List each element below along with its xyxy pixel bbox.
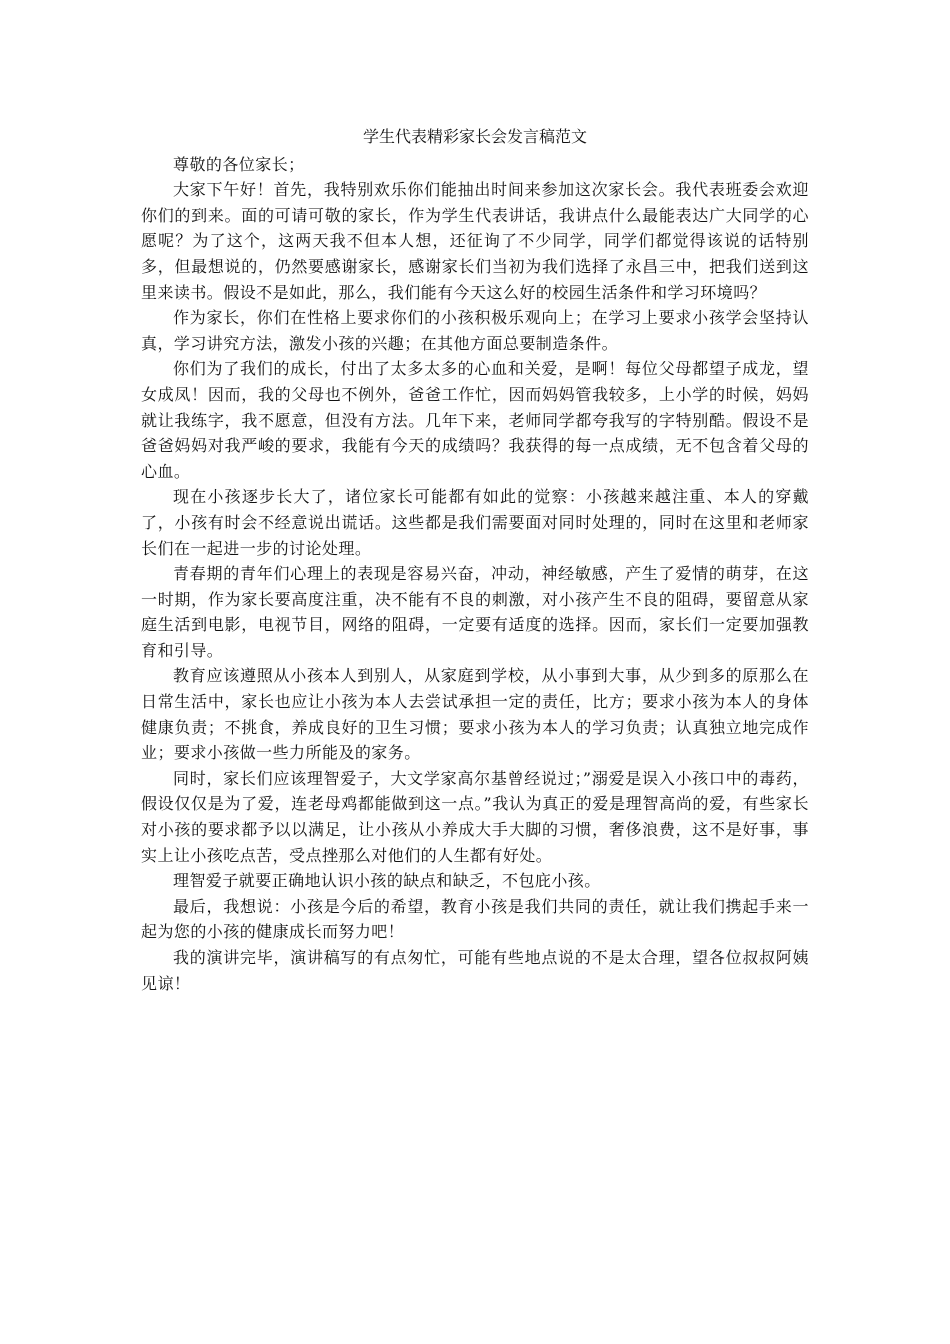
paragraph-greeting: 大家下午好！首先，我特别欢乐你们能抽出时间来参加这次家长会。我代表班委会欢迎你们的到来。面的可请可敬的家长，作为学生代表讲话，我讲点什么最能表达广大同学的心愿呢？为了这个，这两天我不但本人想，还征询了不少同学，同学们都觉得该说的话特别多，但最想说的，仍然要感谢家长，感谢家长们当初为我们选择了永昌三中，把我们送到这里来读书。假设不是如此，那么，我们能有今天这么好的校园生活条件和学习环境吗？ (141, 180, 809, 302)
paragraph-adolescence: 青春期的青年们心理上的表现是容易兴奋，冲动，神经敏感，产生了爱情的萌芽，在这一时期，作为家长要高度注重，决不能有不良的刺激，对小孩产生不良的阻碍，要留意从家庭生活到电影，电视节目，网络的阻碍，一定要有适度的选择。因而，家长们一定要加强教育和引导。 (141, 564, 809, 660)
paragraph-closing: 我的演讲完毕，演讲稿写的有点匆忙，可能有些地点说的不是太合理，望各位叔叔阿姨见谅！ (141, 948, 809, 993)
paragraph-growing-up: 现在小孩逐步长大了，诸位家长可能都有如此的觉察：小孩越来越注重、本人的穿戴了，小孩有时会不经意说出谎话。这些都是我们需要面对同时处理的，同时在这里和老师家长们在一起进一步的讨论处理。 (141, 487, 809, 558)
document-title: 学生代表精彩家长会发言稿范文 (362, 127, 587, 146)
paragraph-rational-love: 同时，家长们应该理智爱子，大文学家高尔基曾经说过；”溺爱是误入小孩口中的毒药，假设仅仅是为了爱，连老母鸡都能做到这一点。”我认为真正的爱是理智高尚的爱，有些家长对小孩的要求都予以以满足，让小孩从小养成大手大脚的习惯，奢侈浪费，这不是好事，事实上让小孩吃点苦，受点挫那么对他们的人生都有好处。 (141, 768, 809, 865)
document-page (141, 124, 809, 996)
salutation: 尊敬的各位家长； (173, 154, 305, 174)
paragraph-recognize-shortcomings: 理智爱子就要正确地认识小孩的缺点和缺乏，不包庇小孩。 (173, 871, 601, 891)
paragraph-parent-requirements: 作为家长，你们在性格上要求你们的小孩积极乐观向上；在学习上要求小孩学会坚持认真，学习讲究方法，激发小孩的兴趣；在其他方面总要制造条件。 (141, 308, 809, 353)
paragraph-conclusion: 最后，我想说：小孩是今后的希望，教育小孩是我们共同的责任，就让我们携起手来一起为您的小孩的健康成长而努力吧！ (141, 896, 809, 942)
paragraph-parent-sacrifice: 你们为了我们的成长，付出了太多太多的心血和关爱，是啊！每位父母都望子成龙，望女成凤！因而，我的父母也不例外，爸爸工作忙，因而妈妈管我较多，上小学的时候，妈妈就让我练字，我不愿意，但没有方法。几年下来，老师同学都夸我写的字特别酷。假设不是爸爸妈妈对我严峻的要求，我能有今天的成绩吗？我获得的每一点成绩，无不包含着父母的心血。 (141, 359, 809, 481)
paragraph-education-principles: 教育应该遵照从小孩本人到别人，从家庭到学校，从小事到大事，从少到多的原那么在日常生活中，家长也应让小孩为本人去尝试承担一定的责任，比方；要求小孩为本人的身体健康负责；不挑食，养成良好的卫生习惯；要求小孩为本人的学习负责；认真独立地完成作业；要求小孩做一些力所能及的家务。 (141, 666, 809, 763)
